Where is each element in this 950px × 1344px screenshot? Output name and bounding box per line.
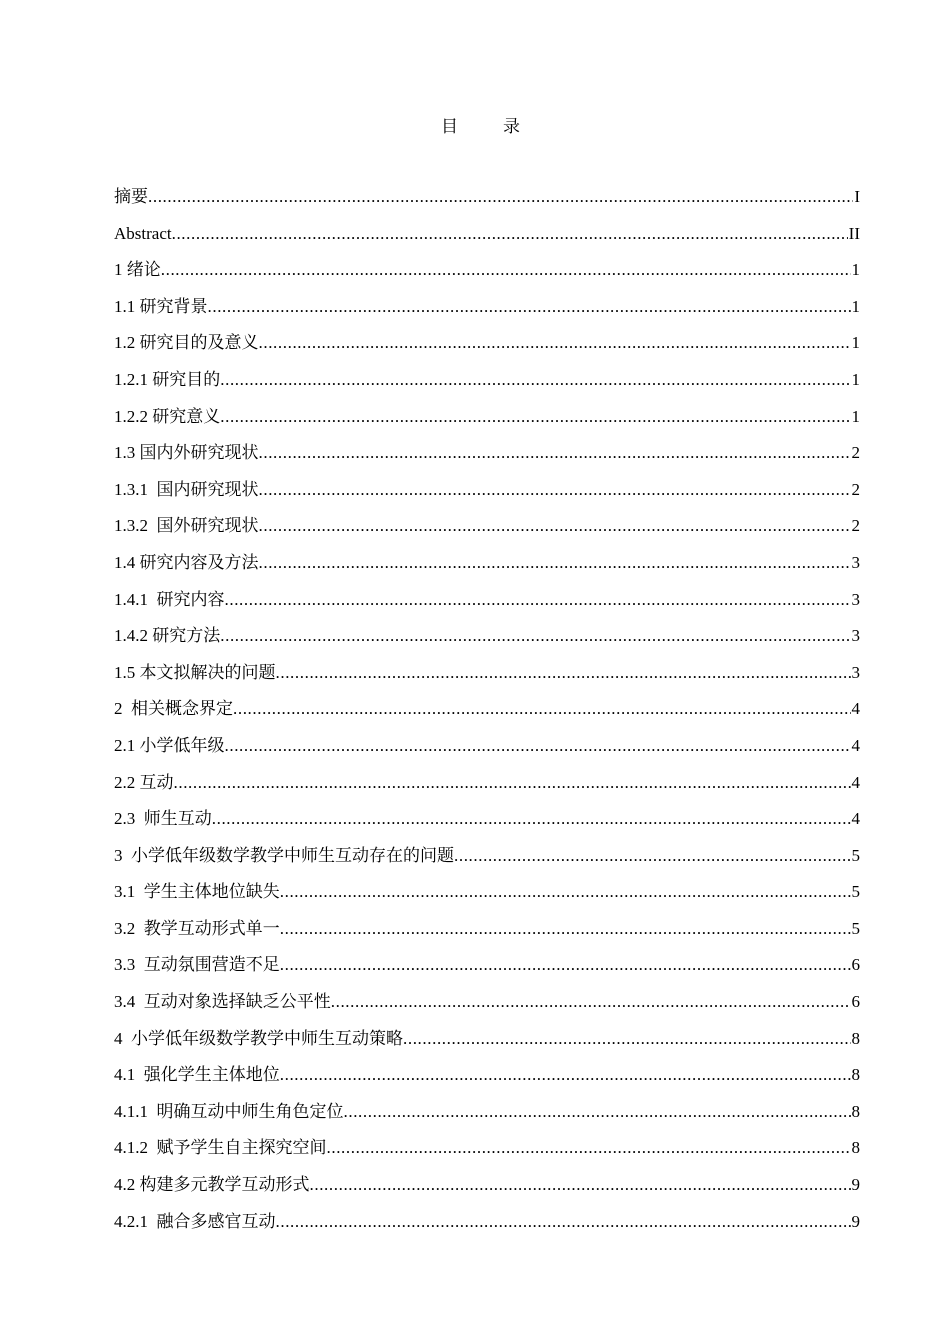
toc-entry-page-number: 3 <box>851 552 860 572</box>
toc-dot-leader <box>259 548 851 578</box>
toc-dot-leader <box>259 511 851 541</box>
toc-entry-page-number: II <box>848 223 860 243</box>
toc-entry-label: 4.1.2 赋予学生自主探究空间 <box>114 1138 327 1158</box>
toc-dot-leader <box>148 182 853 212</box>
toc-entry-page-number: 8 <box>851 1101 860 1121</box>
toc-entry[interactable] <box>114 877 860 914</box>
toc-entry[interactable] <box>114 402 860 439</box>
toc-dot-leader <box>331 987 851 1017</box>
toc-entry[interactable] <box>114 768 860 805</box>
toc-dot-leader <box>225 731 851 761</box>
toc-entry-page-number: 1 <box>851 369 860 389</box>
toc-entry-label: 1.4 研究内容及方法 <box>114 552 259 572</box>
toc-entry[interactable] <box>114 1097 860 1134</box>
toc-entry[interactable] <box>114 658 860 695</box>
toc-entry-label: 1.3.2 国外研究现状 <box>114 516 259 536</box>
toc-entry[interactable] <box>114 365 860 402</box>
toc-entry-label: 2.1 小学低年级 <box>114 735 225 755</box>
toc-dot-leader <box>280 877 851 907</box>
toc-entry[interactable] <box>114 914 860 951</box>
toc-entry[interactable] <box>114 694 860 731</box>
toc-entry-label: 2.3 师生互动 <box>114 809 212 829</box>
toc-entry-page-number: 1 <box>851 406 860 426</box>
toc-entry-page-number: 2 <box>851 479 860 499</box>
toc-dot-leader <box>280 1060 851 1090</box>
toc-dot-leader <box>344 1097 851 1127</box>
toc-dot-leader <box>220 621 850 651</box>
toc-entry-label: 4.2 构建多元教学互动形式 <box>114 1175 310 1195</box>
toc-entry[interactable] <box>114 1207 860 1244</box>
toc-dot-leader <box>259 328 851 358</box>
toc-entry-page-number: 4 <box>851 809 860 829</box>
toc-entry-page-number: 8 <box>851 1138 860 1158</box>
toc-dot-leader <box>276 658 851 688</box>
toc-entry-label: 1.4.1 研究内容 <box>114 589 225 609</box>
toc-entry-page-number: 8 <box>851 1065 860 1085</box>
toc-entry-label: 3.3 互动氛围营造不足 <box>114 955 280 975</box>
toc-entry-page-number: 4 <box>851 772 860 792</box>
toc-dot-leader <box>172 219 848 249</box>
toc-entry[interactable] <box>114 511 860 548</box>
toc-entry[interactable] <box>114 585 860 622</box>
toc-entry-label: 3.2 教学互动形式单一 <box>114 918 280 938</box>
toc-dot-leader <box>174 768 851 798</box>
toc-entry-label: 1.3 国内外研究现状 <box>114 443 259 463</box>
toc-entry-page-number: 5 <box>851 882 860 902</box>
toc-entry-page-number: 4 <box>851 735 860 755</box>
toc-entry-page-number: 2 <box>851 516 860 536</box>
toc-dot-leader <box>310 1170 851 1200</box>
toc-entry-page-number: 1 <box>851 260 860 280</box>
toc-entry-page-number: 1 <box>851 296 860 316</box>
toc-dot-leader <box>403 1024 851 1054</box>
toc-entry-page-number: 6 <box>851 955 860 975</box>
toc-entry[interactable] <box>114 1170 860 1207</box>
toc-entry[interactable] <box>114 438 860 475</box>
toc-entry-label: 3.1 学生主体地位缺失 <box>114 882 280 902</box>
toc-entry-label: 4.1.1 明确互动中师生角色定位 <box>114 1101 344 1121</box>
toc-dot-leader <box>280 950 851 980</box>
toc-entry[interactable] <box>114 1024 860 1061</box>
toc-entry[interactable] <box>114 841 860 878</box>
toc-title: 目 录 <box>441 117 534 136</box>
toc-entry[interactable] <box>114 731 860 768</box>
toc-entry[interactable] <box>114 219 860 256</box>
toc-entry-page-number: I <box>854 187 860 206</box>
toc-dot-leader <box>208 292 851 322</box>
toc-entry-label: 1.2.1 研究目的 <box>114 369 221 389</box>
toc-entry-label: 3 小学低年级数学教学中师生互动存在的问题 <box>114 845 454 865</box>
toc-dot-leader <box>212 804 851 834</box>
toc-entry[interactable] <box>114 182 860 219</box>
toc-entry[interactable] <box>114 621 860 658</box>
toc-entry-label: 1.1 研究背景 <box>114 296 208 316</box>
toc-entry-page-number: 5 <box>851 845 860 865</box>
toc-entry[interactable] <box>114 328 860 365</box>
toc-entry-label: 2 相关概念界定 <box>114 699 233 719</box>
toc-entry-label: 4.2.1 融合多感官互动 <box>114 1211 276 1231</box>
toc-entry[interactable] <box>114 950 860 987</box>
toc-entry-page-number: 4 <box>851 699 860 719</box>
toc-entry-label: 1.5 本文拟解决的问题 <box>114 662 276 682</box>
toc-dot-leader <box>327 1133 851 1163</box>
toc-dot-leader <box>220 402 850 432</box>
toc-dot-leader <box>161 255 851 285</box>
toc-entry-page-number: 5 <box>851 918 860 938</box>
toc-list <box>114 182 860 1243</box>
toc-entry[interactable] <box>114 548 860 585</box>
toc-entry-page-number: 2 <box>851 443 860 463</box>
toc-entry-label: 4 小学低年级数学教学中师生互动策略 <box>114 1028 403 1048</box>
toc-entry[interactable] <box>114 1060 860 1097</box>
toc-entry-label: 1.3.1 国内研究现状 <box>114 479 259 499</box>
toc-entry-page-number: 9 <box>851 1175 860 1195</box>
toc-dot-leader <box>233 694 851 724</box>
toc-entry-label: 1 绪论 <box>114 260 161 280</box>
toc-entry[interactable] <box>114 292 860 329</box>
toc-entry-label: 1.4.2 研究方法 <box>114 626 221 646</box>
toc-entry[interactable] <box>114 1133 860 1170</box>
toc-dot-leader <box>276 1207 851 1237</box>
toc-dot-leader <box>259 475 851 505</box>
toc-entry-page-number: 6 <box>851 992 860 1012</box>
toc-entry-page-number: 9 <box>851 1211 860 1231</box>
toc-dot-leader <box>220 365 850 395</box>
toc-dot-leader <box>259 438 851 468</box>
toc-entry[interactable] <box>114 804 860 841</box>
toc-entry-page-number: 1 <box>851 333 860 353</box>
toc-entry-label: 2.2 互动 <box>114 772 174 792</box>
toc-entry-page-number: 3 <box>851 589 860 609</box>
toc-entry-label: 1.2 研究目的及意义 <box>114 333 259 353</box>
toc-entry-label: 1.2.2 研究意义 <box>114 406 221 426</box>
toc-entry-label: 摘要 <box>114 187 148 206</box>
toc-entry-label: 4.1 强化学生主体地位 <box>114 1065 280 1085</box>
toc-entry-page-number: 3 <box>851 662 860 682</box>
toc-entry-page-number: 8 <box>851 1028 860 1048</box>
toc-entry-label: Abstract <box>114 223 172 243</box>
toc-entry[interactable] <box>114 987 860 1024</box>
toc-dot-leader <box>225 585 851 615</box>
toc-entry-page-number: 3 <box>851 626 860 646</box>
toc-entry[interactable] <box>114 255 860 292</box>
toc-dot-leader <box>280 914 851 944</box>
toc-entry-label: 3.4 互动对象选择缺乏公平性 <box>114 992 331 1012</box>
toc-dot-leader <box>454 841 851 871</box>
toc-entry[interactable] <box>114 475 860 512</box>
